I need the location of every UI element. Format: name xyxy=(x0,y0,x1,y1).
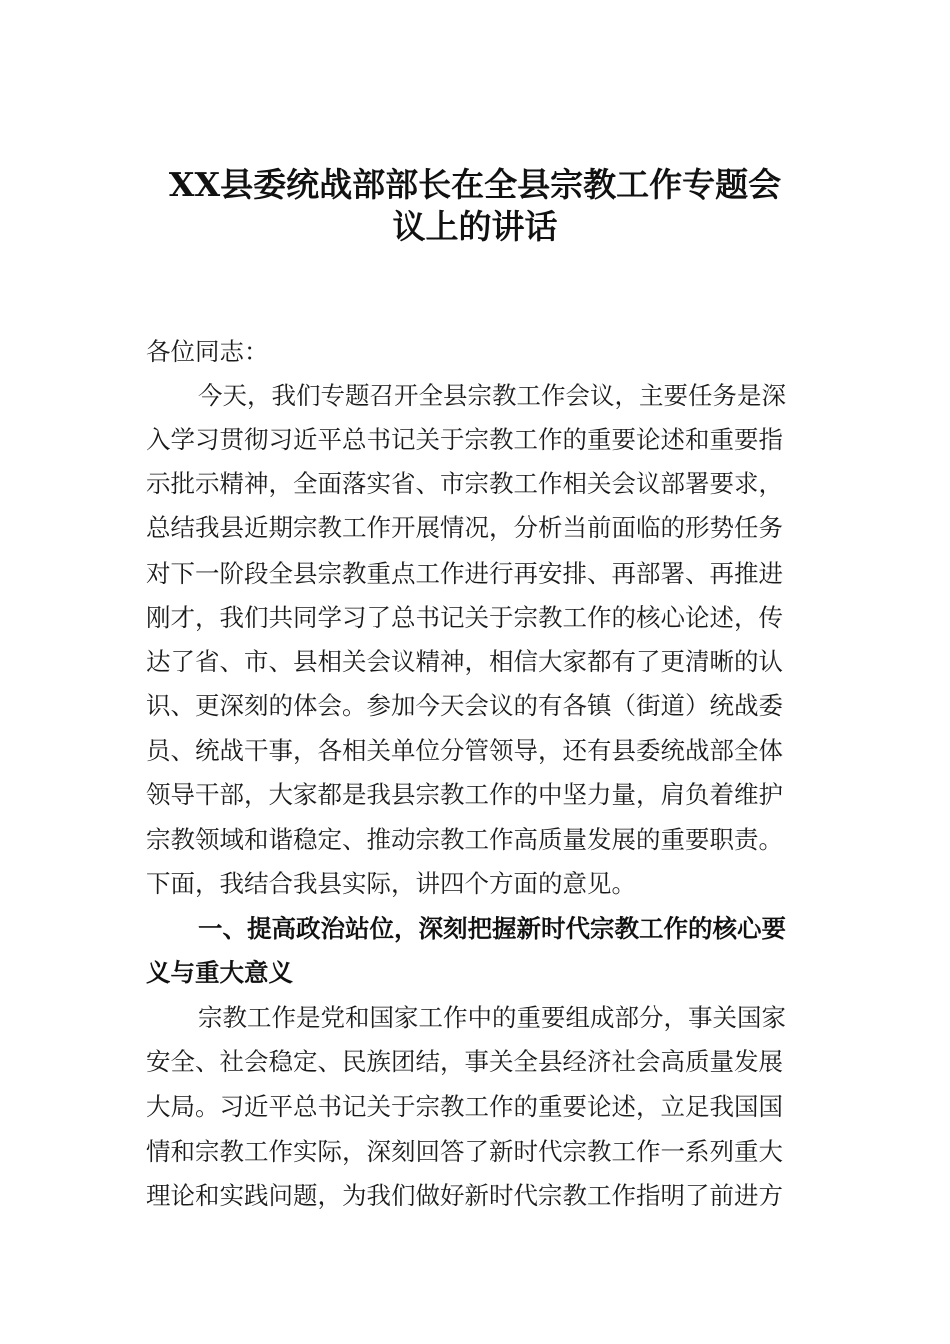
paragraph-2-line: 宗教工作是党和国家工作中的重要组成部分，事关国家 xyxy=(198,1003,786,1032)
paragraph-1-line: 对下一阶段全县宗教重点工作进行再安排、再部署、再推进 xyxy=(146,559,783,588)
document-title-line-2: 议上的讲话 xyxy=(392,207,558,246)
paragraph-2-line: 情和宗教工作实际，深刻回答了新时代宗教工作一系列重大 xyxy=(146,1137,783,1166)
paragraph-1-line: 识、更深刻的体会。参加今天会议的有各镇（街道）统战委 xyxy=(146,691,783,720)
paragraph-2-line: 安全、社会稳定、民族团结，事关全县经济社会高质量发展 xyxy=(146,1047,783,1076)
paragraph-1-line: 入学习贯彻习近平总书记关于宗教工作的重要论述和重要指 xyxy=(146,425,783,454)
section-heading-1-line: 义与重大意义 xyxy=(146,958,293,987)
paragraph-1-line: 领导干部，大家都是我县宗教工作的中坚力量，肩负着维护 xyxy=(146,780,783,809)
paragraph-2-line: 大局。习近平总书记关于宗教工作的重要论述，立足我国国 xyxy=(146,1092,783,1121)
paragraph-1-line: 下面，我结合我县实际，讲四个方面的意见。 xyxy=(146,869,636,898)
paragraph-1-line: 今天，我们专题召开全县宗教工作会议，主要任务是深 xyxy=(198,381,786,410)
paragraph-1-line: 示批示精神，全面落实省、市宗教工作相关会议部署要求， xyxy=(146,469,783,498)
section-heading-1-line: 一、提高政治站位，深刻把握新时代宗教工作的核心要 xyxy=(198,914,786,943)
paragraph-1-line: 总结我县近期宗教工作开展情况，分析当前面临的形势任务 xyxy=(146,513,783,542)
paragraph-1-line: 刚才，我们共同学习了总书记关于宗教工作的核心论述，传 xyxy=(146,603,783,632)
paragraph-2-line: 理论和实践问题，为我们做好新时代宗教工作指明了前进方 xyxy=(146,1181,783,1210)
paragraph-1-line: 达了省、市、县相关会议精神，相信大家都有了更清晰的认 xyxy=(146,647,783,676)
paragraph-1-line: 员、统战干事，各相关单位分管领导，还有县委统战部全体 xyxy=(146,736,783,765)
paragraph-1-line: 宗教领域和谐稳定、推动宗教工作高质量发展的重要职责。 xyxy=(146,825,783,854)
salutation: 各位同志： xyxy=(146,337,269,366)
document-title-line-1: XX县委统战部部长在全县宗教工作专题会 xyxy=(168,165,782,204)
